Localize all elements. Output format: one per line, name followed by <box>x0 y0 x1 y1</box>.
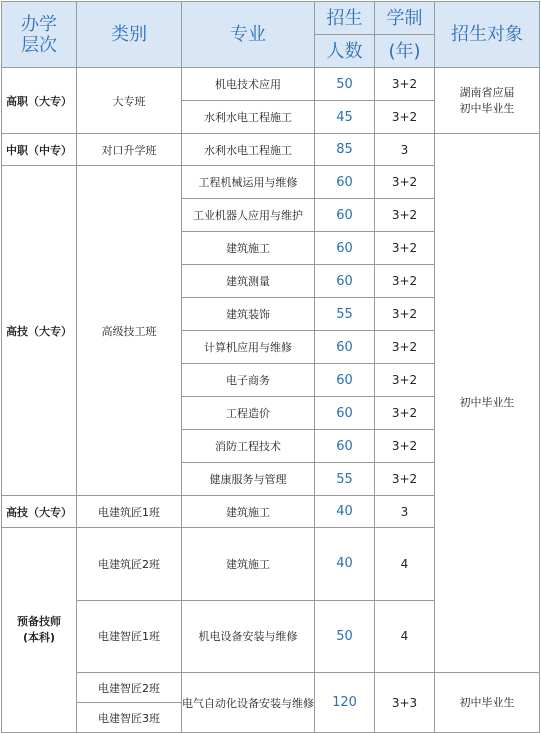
count-cell: 40 <box>315 496 375 528</box>
category-cell: 大专班 <box>77 68 182 134</box>
years-cell: 3+2 <box>375 232 435 265</box>
years-cell: 3+2 <box>375 265 435 298</box>
count-cell: 120 <box>315 673 375 733</box>
years-cell: 3+2 <box>375 101 435 134</box>
count-cell: 60 <box>315 331 375 364</box>
category-cell: 电建筑匠1班 <box>77 496 182 528</box>
count-cell: 60 <box>315 199 375 232</box>
years-cell: 4 <box>375 528 435 601</box>
major-cell: 水利水电工程施工 <box>182 134 315 166</box>
header-years-bottom: (年) <box>375 35 435 68</box>
category-cell: 高级技工班 <box>77 166 182 496</box>
years-cell: 3+2 <box>375 430 435 463</box>
table-row <box>2 68 540 101</box>
count-cell: 60 <box>315 397 375 430</box>
years-cell: 3+2 <box>375 298 435 331</box>
major-cell: 计算机应用与维修 <box>182 331 315 364</box>
years-cell: 3 <box>375 134 435 166</box>
years-cell: 3+2 <box>375 397 435 430</box>
level-cell: 中职（中专） <box>2 134 77 166</box>
major-cell: 建筑施工 <box>182 528 315 601</box>
count-cell: 60 <box>315 265 375 298</box>
table-row <box>2 673 540 703</box>
years-cell: 3+2 <box>375 463 435 496</box>
category-cell: 对口升学班 <box>77 134 182 166</box>
major-cell: 机电技术应用 <box>182 68 315 101</box>
category-cell: 电建智匠3班 <box>77 703 182 733</box>
count-cell: 40 <box>315 528 375 601</box>
years-cell: 3+2 <box>375 199 435 232</box>
count-cell: 55 <box>315 463 375 496</box>
count-cell: 60 <box>315 364 375 397</box>
header-level: 办学 层次 <box>2 2 77 68</box>
years-cell: 3+2 <box>375 68 435 101</box>
major-cell: 工业机器人应用与维护 <box>182 199 315 232</box>
count-cell: 60 <box>315 232 375 265</box>
target-cell: 初中毕业生 <box>435 673 540 733</box>
header-major: 专业 <box>182 2 315 68</box>
count-cell: 85 <box>315 134 375 166</box>
header-category: 类别 <box>77 2 182 68</box>
years-cell: 3+2 <box>375 364 435 397</box>
years-cell: 3 <box>375 496 435 528</box>
major-cell: 消防工程技术 <box>182 430 315 463</box>
category-cell: 电建筑匠2班 <box>77 528 182 601</box>
level-cell: 高技（大专） <box>2 166 77 496</box>
count-cell: 50 <box>315 68 375 101</box>
count-cell: 50 <box>315 600 375 673</box>
target-cell: 初中毕业生 <box>435 134 540 673</box>
years-cell: 3+3 <box>375 673 435 733</box>
major-cell: 建筑装饰 <box>182 298 315 331</box>
major-cell: 工程造价 <box>182 397 315 430</box>
major-cell: 水利水电工程施工 <box>182 101 315 134</box>
count-cell: 55 <box>315 298 375 331</box>
count-cell: 60 <box>315 430 375 463</box>
years-cell: 3+2 <box>375 166 435 199</box>
major-cell: 机电设备安装与维修 <box>182 600 315 673</box>
years-cell: 4 <box>375 600 435 673</box>
major-cell: 建筑施工 <box>182 232 315 265</box>
major-cell: 健康服务与管理 <box>182 463 315 496</box>
count-cell: 60 <box>315 166 375 199</box>
target-cell: 湖南省应届 初中毕业生 <box>435 68 540 134</box>
major-cell: 电子商务 <box>182 364 315 397</box>
header-enroll-bottom: 人数 <box>315 35 375 68</box>
category-cell: 电建智匠2班 <box>77 673 182 703</box>
level-cell: 预备技师 (本科) <box>2 528 77 733</box>
header-years-top: 学制 <box>375 2 435 35</box>
major-cell: 电气自动化设备安装与维修 <box>182 673 315 733</box>
major-cell: 工程机械运用与维修 <box>182 166 315 199</box>
count-cell: 45 <box>315 101 375 134</box>
level-cell: 高职（大专） <box>2 68 77 134</box>
major-cell: 建筑测量 <box>182 265 315 298</box>
major-cell: 建筑施工 <box>182 496 315 528</box>
header-target: 招生对象 <box>435 2 540 68</box>
years-cell: 3+2 <box>375 331 435 364</box>
enrollment-table <box>1 1 540 733</box>
category-cell: 电建智匠1班 <box>77 600 182 673</box>
level-cell: 高技（大专） <box>2 496 77 528</box>
table-row <box>2 134 540 166</box>
header-enroll-top: 招生 <box>315 2 375 35</box>
